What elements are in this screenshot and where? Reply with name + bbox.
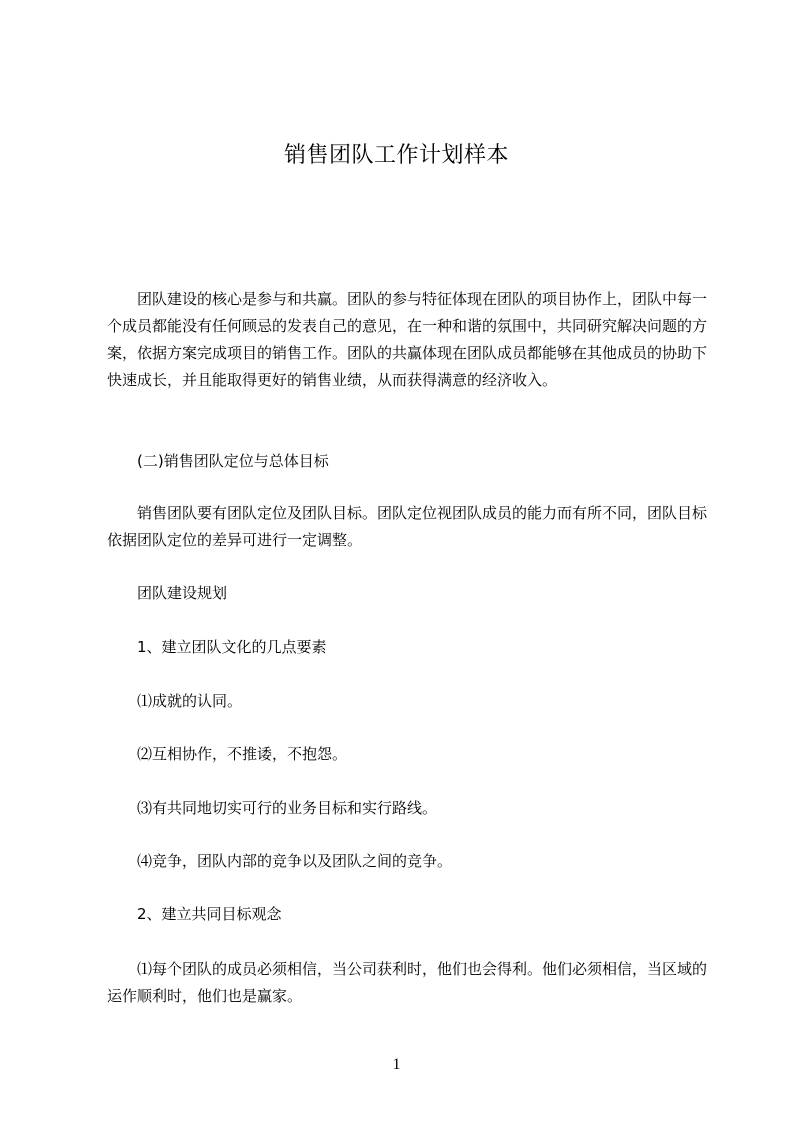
culture-heading: 1、建立团队文化的几点要素 <box>137 638 327 656</box>
page-number: 1 <box>392 1056 401 1073</box>
culture-item-4: ⑷竞争，团队内部的竞争以及团队之间的竞争。 <box>137 852 453 870</box>
document-title: 销售团队工作计划样本 <box>283 143 509 168</box>
culture-item-2: ⑵互相协作，不推诿，不抱怨。 <box>137 745 348 763</box>
culture-item-1: ⑴成就的认同。 <box>137 692 243 710</box>
goal-item-1: ⑴每个团队的成员必须相信，当公司获利时，他们也会得利。他们必须相信，当区域的运作顺利时，他们也是赢家。 <box>107 960 708 1005</box>
positioning-paragraph: 销售团队要有团队定位及团队目标。团队定位视团队成员的能力而有所不同，团队目标依据团队定位的差异可进行一定调整。 <box>107 504 708 549</box>
intro-paragraph: 团队建设的核心是参与和共赢。团队的参与特征体现在团队的项目协作上，团队中每一个成员都能没有任何顾忌的发表自己的意见，在一种和谐的氛围中，共同研究解决问题的方案，依据方案完成项目的销售工作。团队的共赢体现在团队成员都能够在其他成员的协助下快速成长，并且能取得更好的销售业绩，从而获得满意的经济收入。 <box>107 290 708 389</box>
culture-item-3: ⑶有共同地切实可行的业务目标和实行路线。 <box>137 799 438 817</box>
goal-heading: 2、建立共同目标观念 <box>137 905 282 923</box>
section-heading-positioning: (二)销售团队定位与总体目标 <box>137 452 329 470</box>
planning-heading: 团队建设规划 <box>137 584 228 602</box>
